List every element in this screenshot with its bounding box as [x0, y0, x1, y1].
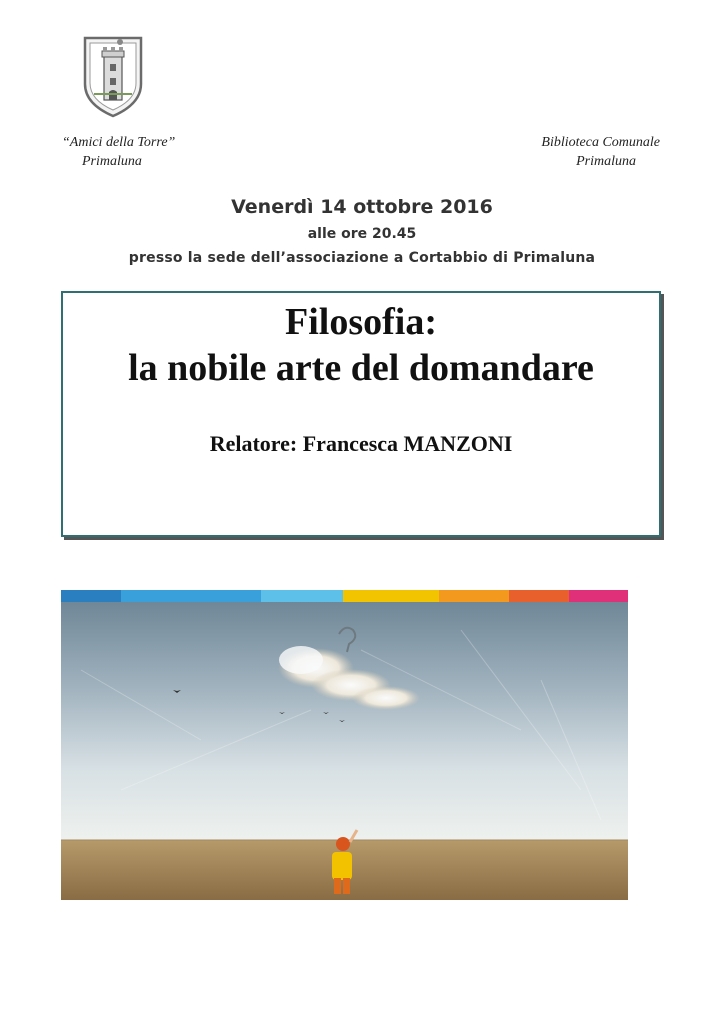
poster-illustration [61, 590, 628, 900]
color-stripe-7 [569, 590, 628, 602]
color-stripe-6 [509, 590, 569, 602]
color-stripe-3 [261, 590, 343, 602]
event-date: Venerdì 14 ottobre 2016 [231, 196, 493, 218]
color-stripe-4 [343, 590, 439, 602]
talk-title-box [61, 291, 661, 537]
talk-title-line2: la nobile arte del domandare [128, 347, 594, 389]
organizer-right-name: Biblioteca Comunale [541, 135, 660, 150]
color-stripe-1 [61, 590, 121, 602]
color-stripe-5 [439, 590, 509, 602]
event-place: presso la sede dell’associazione a Cortabbio di Primaluna [128, 250, 596, 266]
tower-crest-icon [82, 34, 144, 118]
color-stripe-2 [121, 590, 261, 602]
organizer-right [541, 133, 660, 171]
organizer-left-town: Primaluna [82, 154, 142, 169]
organizer-right-town: Primaluna [576, 154, 636, 169]
sky [61, 602, 628, 840]
speaker-name: Relatore: Francesca MANZONI [209, 431, 513, 456]
organizer-left [62, 133, 175, 171]
event-time: alle ore 20.45 [307, 226, 417, 242]
talk-title-line1: Filosofia: [285, 301, 437, 343]
organizer-left-name: “Amici della Torre” [62, 135, 176, 150]
